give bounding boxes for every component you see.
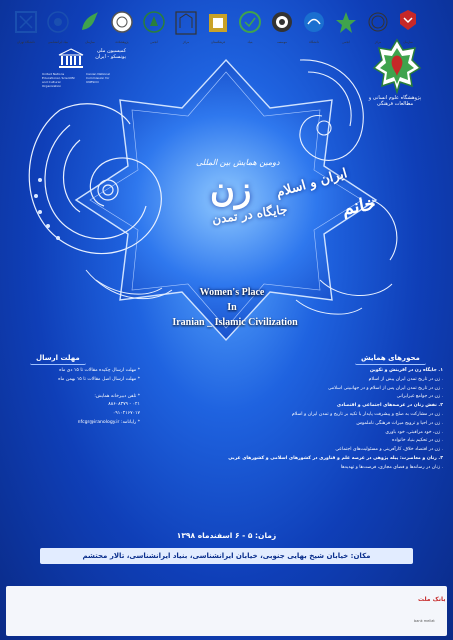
sponsor-caption: سازمان [85, 40, 95, 44]
sponsor-logo-icon [14, 8, 38, 38]
event-location: مکان: خیابان شیخ بهایی جنوبی، خیابان ایرانشناسی، بنیاد ایرانشناسی، تالار محتشم [40, 548, 413, 564]
title-small-fa: دومین همایش بین المللی [196, 158, 280, 167]
event-date: زمان: ۵ - ۶ اسفندماه ۱۳۹۸ [176, 531, 277, 540]
title-main-fa-2: جایگاه در تمدن [211, 202, 289, 227]
secretariat-phone-1: ۰۲۱ - ۸۸۶۰۸۳۷۹ [108, 402, 140, 408]
sponsor-logo-icon [142, 8, 166, 38]
list-item: ۳. زنان و معاصرت: پیله پژوهی در عرصه علم و فناوری در کشورهای اسلامی و کشورهای غربی [228, 455, 443, 461]
list-item: . زن، خود مراقبتی، خود باوری [385, 429, 443, 435]
sponsor-logo-icon [78, 8, 102, 38]
deadlines-heading: مهلت ارسال [30, 353, 86, 365]
sponsor-caption: مرکز [182, 40, 190, 44]
unesco-logo-block [42, 48, 142, 108]
sponsor-caption: بنیاد ایرانشناسی [47, 40, 69, 44]
list-item: ۲. نقش زنان در عرصه‌های اجتماعی و اقتصادی [336, 403, 443, 409]
bank-name-fa: بانک ملت [418, 596, 446, 603]
bank-name-en: bank mellat [414, 619, 435, 623]
title-zan: زن [210, 170, 252, 210]
bank-mellat-logo-icon [396, 8, 420, 38]
sponsor-logo-icon [238, 8, 262, 38]
sponsor-logo-icon [366, 8, 390, 38]
email-address[interactable]: nfcgr@iranology.ir [77, 419, 120, 425]
unesco-commission-fa: کمیسیون ملی یونسکو - ایران [95, 48, 126, 60]
deadlines-block [10, 367, 140, 428]
title-main-fa-1: ایران و اسلام [274, 166, 349, 201]
sponsor-caption: انجمن [342, 40, 350, 44]
sponsor-caption: فرهنگستان [211, 40, 225, 44]
secretariat-phone-2: ۰۹۱۰۲۱۶۷۰۱۷ [112, 411, 140, 417]
sponsor-caption: انجمن [150, 40, 158, 44]
sponsor-logo-icon [110, 8, 134, 38]
list-item: . زن در جوامع غیرایرانی [396, 394, 443, 400]
sponsor-logo-icon [270, 8, 294, 38]
sponsor-caption: سازمان [403, 40, 413, 44]
email-label: * رایانامه: [120, 419, 140, 425]
deadline-abstract: * مهلت ارسال چکیده مقالات تا ۱۵ دی ماه [59, 368, 140, 373]
sponsor-caption: دانشگاه تهران [17, 40, 35, 44]
sponsor-caption: دانشگاه [309, 40, 319, 44]
list-item: . زن در تاریخ تمدن ایران پیش از اسلام [368, 376, 443, 382]
paisley-dots [34, 178, 60, 240]
list-item: . زن در اقتصاد خلاق، کارآفرینی و مسئولیت‌های اجتماعی [335, 447, 443, 453]
sponsor-logo-icon [334, 8, 358, 38]
secretariat-phone-label: * تلفن دبیرخانه همایش: [94, 393, 140, 399]
list-item: . زن در تاریخ تمدن ایران پس از اسلام و در جهانبینی اسلامی [327, 385, 443, 391]
list-item: . زن در تحکیم بنیاد خانواده [392, 438, 443, 444]
institute-caption: پژوهشگاه علوم انسانی و مطالعات فرهنگی [368, 95, 422, 107]
topics-heading: محورهای همایش [355, 353, 426, 365]
unesco-commission-en: Iranian National Commission for UNESCO [86, 72, 110, 84]
list-item: . زن در احیا و ترویج میراث فرهنگی ناملموس [356, 420, 443, 426]
list-item: ۱. جایگاه زن در آفرینش و تکوین [369, 368, 443, 373]
sponsor-caption: مرکز [374, 40, 382, 44]
title-en-line3: Iranian _ Islamic Civilization [172, 317, 298, 328]
sponsor-logos-strip [6, 586, 447, 636]
list-item: . زنان در رسانه‌ها و فضای مجازی، فرصت‌ها و تهدیدها [340, 464, 443, 470]
title-en-line2: In [227, 302, 237, 313]
institute-emblem-icon [372, 36, 422, 96]
unesco-org-name: United Nations Educational, Scientific and Cultural Organization [42, 72, 76, 88]
topics-list [150, 367, 443, 473]
sponsor-caption: موسسه [277, 40, 287, 44]
list-item: . زن در مشارکت به صلح و پیشرفت پایدار با تکیه بر تاریخ و تمدن ایران و اسلام [291, 411, 443, 417]
sponsor-logo-icon [46, 8, 70, 38]
title-en-line1: Women's Place [199, 287, 265, 298]
sponsor-logo-icon [302, 8, 326, 38]
sponsor-logo-icon [206, 8, 230, 38]
unesco-temple-icon [58, 48, 84, 70]
deadline-full-paper: * مهلت ارسال اصل مقالات تا ۱۵ بهمن ماه [58, 376, 140, 382]
sponsor-caption: پژوهشکده [115, 40, 129, 44]
calligraphy-text: خانم [340, 193, 378, 220]
sponsor-caption: بنیاد [247, 40, 253, 44]
sponsor-logo-icon [174, 8, 198, 38]
